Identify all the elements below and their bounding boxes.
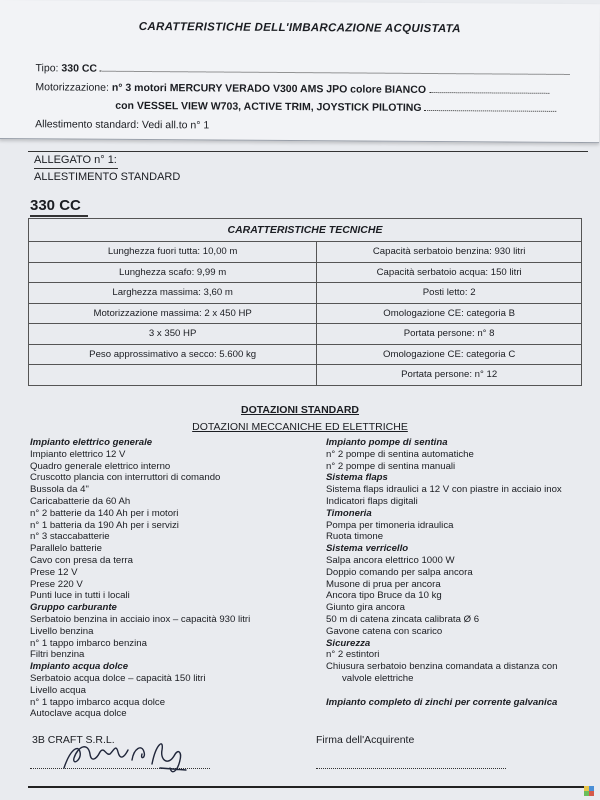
list-item: n° 2 estintori [326,649,380,661]
list-item: valvole elettriche [342,672,414,684]
dotted-fill [429,92,549,94]
list-item: Livello acqua [30,684,87,696]
list-item: Prese 220 V [30,578,83,590]
table-row [29,303,582,324]
spec-cell: Portata persone: n° 8 [317,324,582,345]
buyer-signature-label: Firma dell'Acquirente [316,734,415,746]
spec-cell: Capacità serbatoio benzina: 930 litri [317,242,582,263]
list-item: n° 1 tappo imbarco benzina [30,637,147,649]
spec-cell: Omologazione CE: categoria C [317,344,582,365]
list-item: Serbatoio benzina in acciaio inox – capacità 930 litri [30,613,251,625]
spec-cell: Larghezza massima: 3,60 m [29,283,317,304]
list-item: Pompa per timoneria idraulica [326,519,454,531]
list-item: Salpa ancora elettrico 1000 W [326,554,455,566]
specs-table-header: CARATTERISTICHE TECNICHE [29,219,582,242]
spec-cell: Capacità serbatoio acqua: 150 litri [317,262,582,283]
table-row [29,242,582,263]
tipo-value: 330 CC [61,62,98,75]
section-heading: Sicurezza [326,637,371,649]
list-item: Ruota timone [326,531,384,543]
section-heading: Sistema flaps [326,472,388,484]
spec-cell: Omologazione CE: categoria B [317,303,582,324]
allegato-underline [34,168,118,169]
list-item: Quadro generale elettrico interno [30,460,171,472]
allegato-sheet [0,140,600,800]
section-heading: Gruppo carburante [30,602,117,614]
equipment-list-right [326,437,562,708]
list-item: Indicatori flaps digitali [326,495,418,507]
purchase-sheet-title: CARATTERISTICHE DELL'IMBARCAZIONE ACQUISTATA [138,20,461,36]
list-item: Musone di prua per ancora [326,578,441,590]
section-heading: Timoneria [326,507,372,519]
seller-name: 3B CRAFT S.R.L. [32,734,115,746]
list-item [326,685,562,697]
spec-cell: Peso approssimativo a secco: 5.600 kg [29,344,317,365]
dotazioni-title: DOTAZIONI STANDARD [240,404,360,416]
list-item: Serbatoio acqua dolce – capacità 150 litri [30,672,206,684]
model-underline [30,215,88,217]
list-item: n° 2 pompe di sentina automatiche [326,448,474,460]
list-item: n° 1 batteria da 190 Ah per i servizi [30,519,179,531]
list-item: Gavone catena con scarico [326,625,443,637]
list-item: Caricabatterie da 60 Ah [30,495,131,507]
list-item: Doppio comando per salpa ancora [326,566,473,578]
list-item: Cruscotto plancia con interruttori di comando [30,472,221,484]
list-item: n° 3 staccabatterie [30,531,110,543]
list-item: Chiusura serbatoio benzina comandata a distanza con [326,661,558,673]
motorizzazione-line [35,81,549,97]
table-row [29,324,582,345]
section-heading: Impianto pompe di sentina [326,437,448,448]
list-item: Ancora tipo Bruce da 10 kg [326,590,442,602]
list-item: Prese 12 V [30,566,78,578]
list-item: Parallelo batterie [30,543,102,555]
section-heading: Impianto elettrico generale [30,437,153,448]
tipo-label: Tipo: [35,62,59,75]
specs-table [28,218,582,386]
motorizzazione-value: n° 3 motori MERCURY VERADO V300 AMS JPO colore BIANCO [111,81,427,96]
list-item: Giunto gira ancora [326,602,405,614]
dotazioni-subtitle: DOTAZIONI MECCANICHE ED ELETTRICHE [192,421,408,433]
purchase-sheet [0,0,600,143]
allegato-subtitle: ALLESTIMENTO STANDARD [34,171,181,183]
table-row [29,262,582,283]
section-heading: Sistema verricello [326,543,409,555]
allegato-title: ALLEGATO n° 1: [34,154,117,166]
buyer-signature-line [316,768,506,769]
list-item: Livello benzina [30,625,94,637]
handwritten-signature [60,730,200,780]
table-row [29,283,582,304]
table-row [29,365,582,386]
corner-mark-icon [584,786,594,796]
list-item: Filtri benzina [30,649,85,661]
bottom-rule [28,786,588,788]
list-item: Punti luce in tutti i locali [30,590,130,602]
section-heading: Impianto completo di zinchi per corrente galvanica [326,696,558,708]
list-item: Bussola da 4" [30,484,89,496]
model-name: 330 CC [30,197,81,214]
list-item: Autoclave acqua dolce [30,708,127,720]
list-item: Cavo con presa da terra [30,554,133,566]
list-item: 50 m di catena zincata calibrata Ø 6 [326,613,480,625]
top-rule [28,151,588,152]
allestimento-line: Allestimento standard: Vedi all.to n° 1 [35,118,210,132]
tipo-line [35,62,569,78]
spec-cell: Portata persone: n° 12 [317,365,582,386]
list-item: Impianto elettrico 12 V [30,448,126,460]
table-row [29,344,582,365]
spec-cell: Lunghezza scafo: 9,99 m [29,262,317,283]
spec-cell: Motorizzazione massima: 2 x 450 HP [29,303,317,324]
dotted-fill [424,110,556,112]
list-item: n° 2 batterie da 140 Ah per i motori [30,507,179,519]
motorizzazione-label: Motorizzazione: [35,81,109,94]
spec-cell: Posti letto: 2 [317,283,582,304]
dotted-fill [100,71,570,75]
equipment-list-left [30,437,250,720]
spec-cell [29,365,317,386]
spec-cell: Lunghezza fuori tutta: 10,00 m [29,242,317,263]
motorizzazione-value-2: con VESSEL VIEW W703, ACTIVE TRIM, JOYSTICK PILOTING [115,99,422,114]
list-item: n° 2 pompe di sentina manuali [326,460,456,472]
list-item: Sistema flaps idraulici a 12 V con piastre in acciaio inox [326,484,562,496]
spec-cell: 3 x 350 HP [29,324,317,345]
section-heading: Impianto acqua dolce [30,661,129,673]
motorizzazione-line-2 [115,100,556,115]
list-item: n° 1 tappo imbarco acqua dolce [30,696,166,708]
